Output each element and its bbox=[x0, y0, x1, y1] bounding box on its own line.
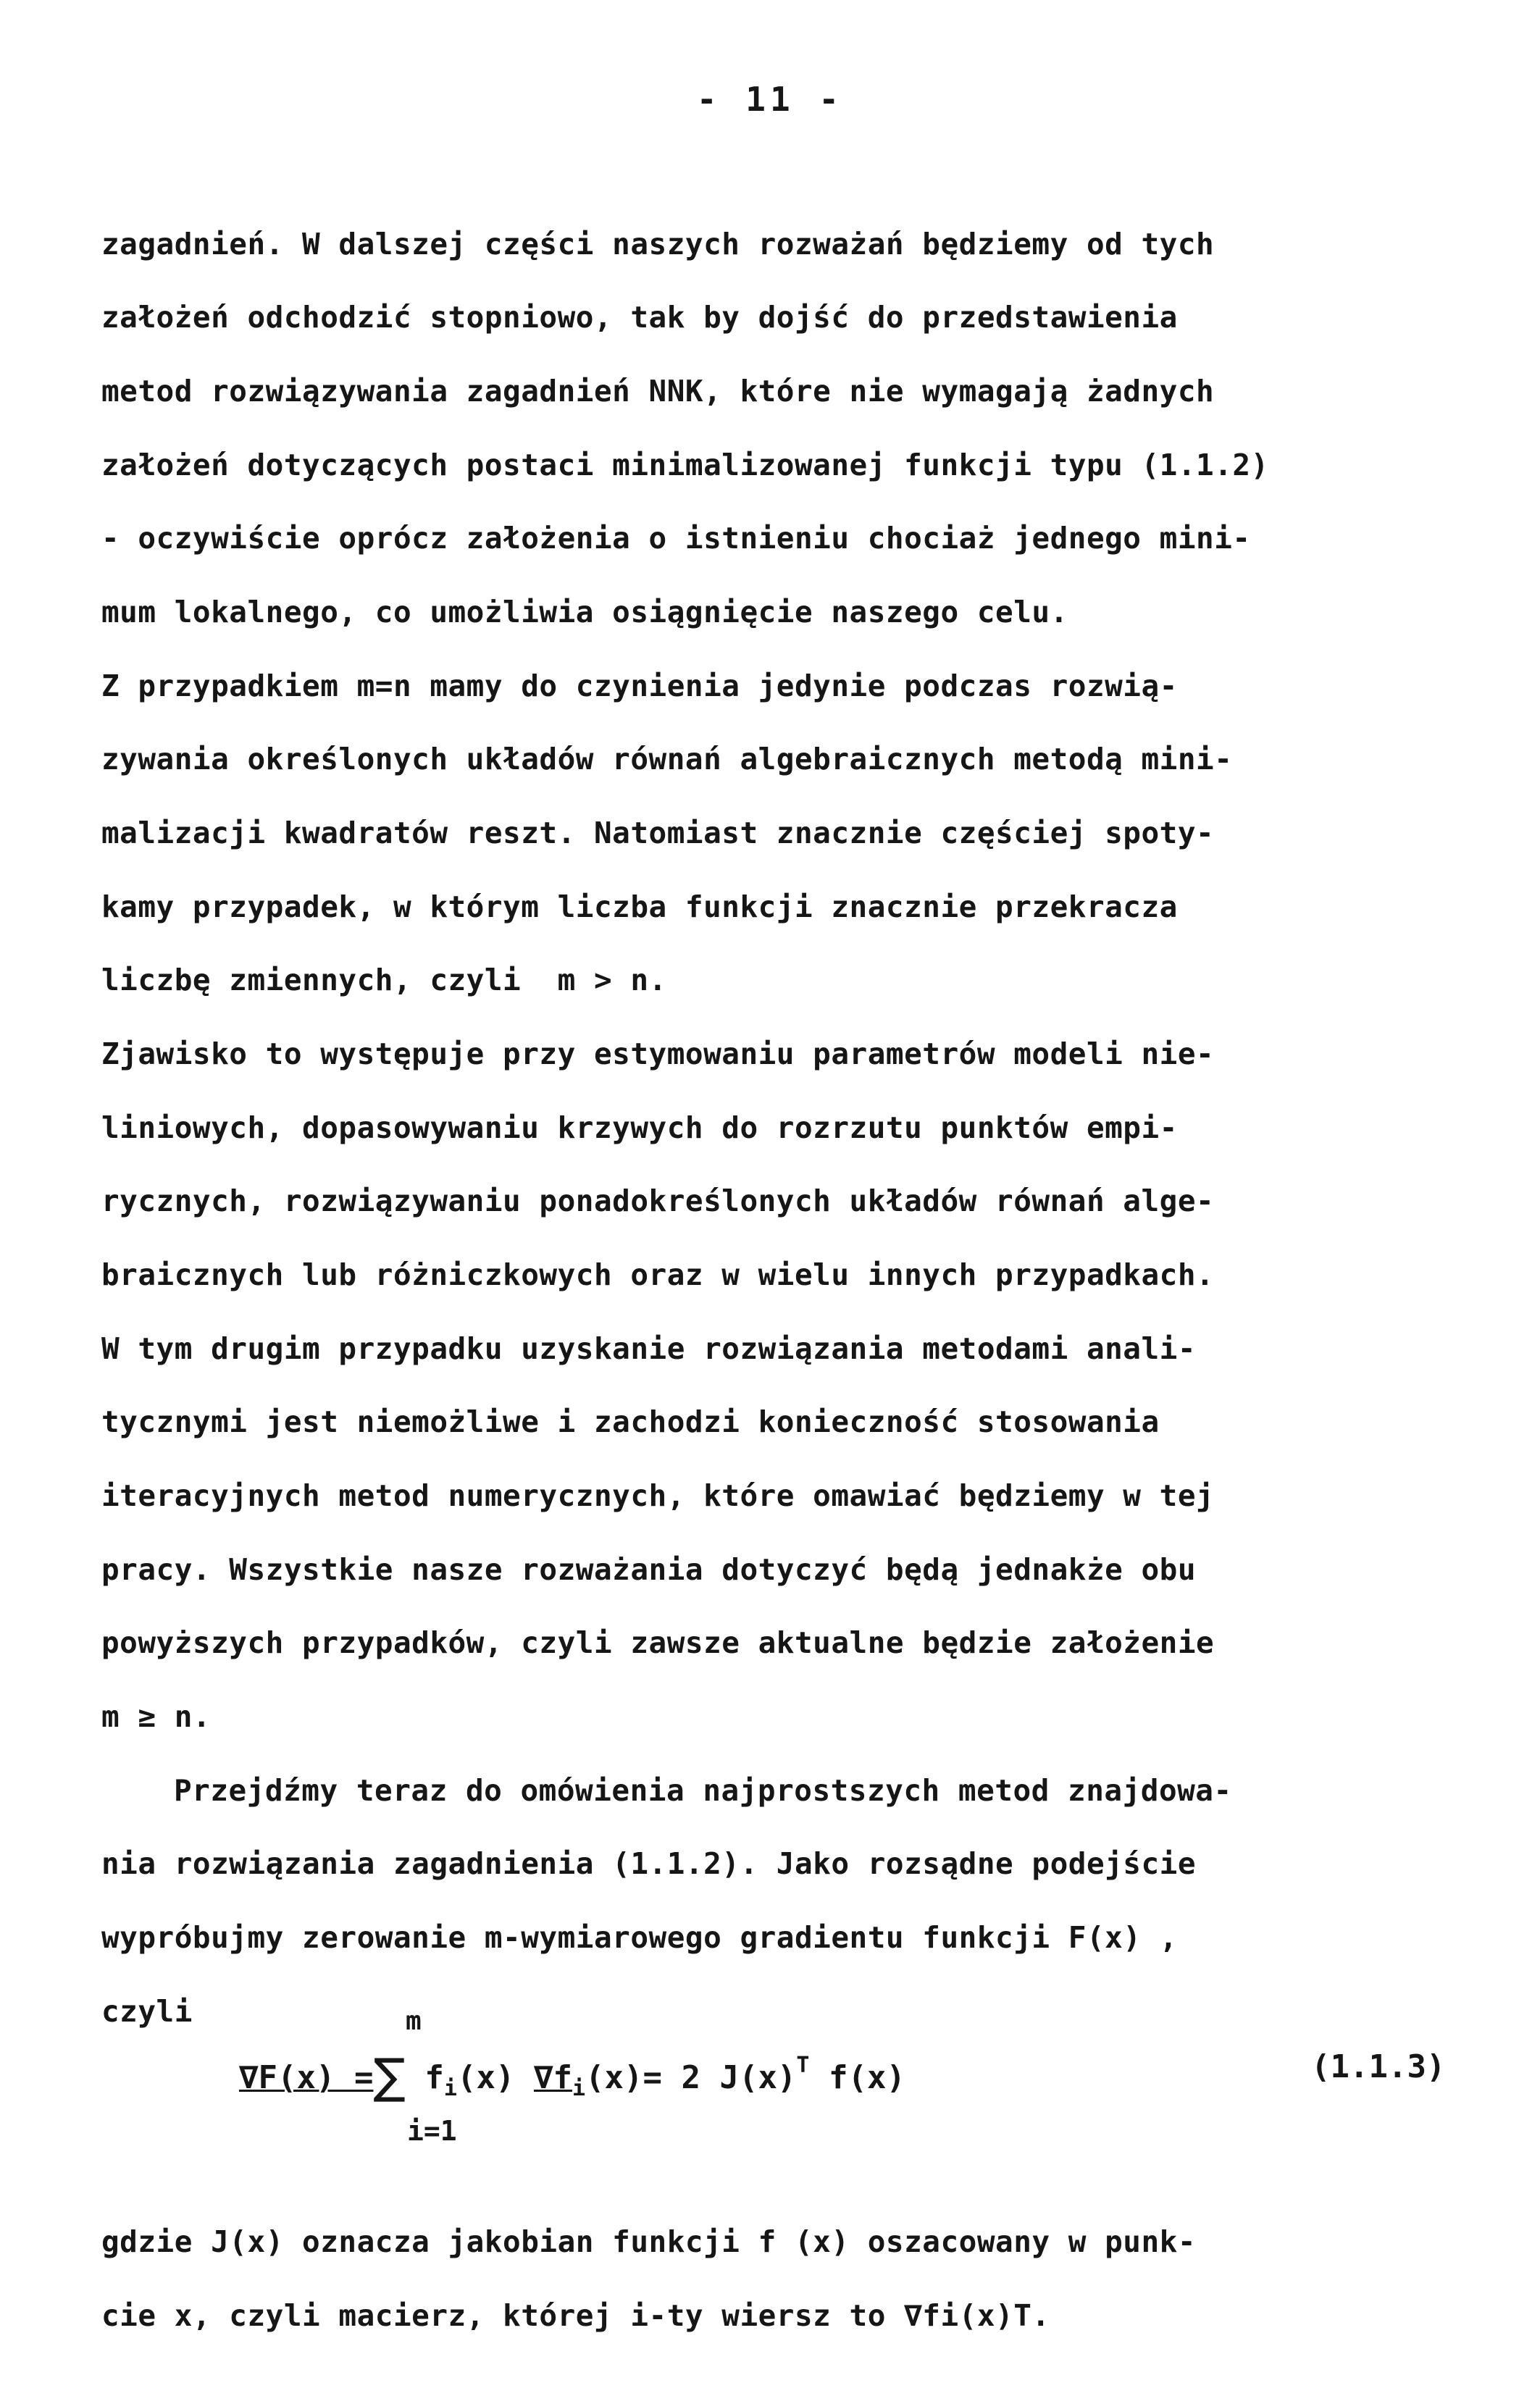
equation-number: (1.1.3) bbox=[1311, 2048, 1446, 2085]
text-line: czyli bbox=[101, 1994, 193, 2029]
gradient-index: i bbox=[572, 2076, 586, 2101]
text-line: Przejdźmy teraz do omówienia najprostszych metod znajdowa- bbox=[174, 1773, 1232, 1808]
equation-rhs-tail: f(x) bbox=[828, 2059, 905, 2096]
equation-1-1-3 bbox=[239, 2006, 1470, 2151]
sum-upper-limit: m bbox=[406, 2006, 422, 2036]
text-line: założeń dotyczących postaci minimalizowanej funkcji typu (1.1.2) bbox=[101, 448, 1269, 482]
transpose-mark: T bbox=[796, 2053, 810, 2078]
text-line: powyższych przypadków, czyli zawsze aktualne będzie założenie bbox=[101, 1625, 1215, 1660]
gradient-term: ∇f bbox=[533, 2059, 572, 2096]
text-line: nia rozwiązania zagadnienia (1.1.2). Jako rozsądne podejście bbox=[101, 1846, 1197, 1881]
sum-lower-limit: i=1 bbox=[407, 2115, 457, 2147]
gradient-arg: (x) bbox=[585, 2059, 643, 2096]
text-line: braicznych lub różniczkowych oraz w wielu innych przypadkach. bbox=[101, 1257, 1215, 1292]
page-number: - 11 - bbox=[696, 80, 844, 119]
text-line: malizacji kwadratów reszt. Natomiast znacznie częściej spoty- bbox=[101, 816, 1215, 850]
text-line: wypróbujmy zerowanie m-wymiarowego gradientu funkcji F(x) , bbox=[101, 1920, 1178, 1955]
text-line: gdzie J(x) oznacza jakobian funkcji f (x) oszacowany w punk- bbox=[101, 2224, 1197, 2259]
text-line: rycznych, rozwiązywaniu ponadokreślonych układów równań alge- bbox=[101, 1184, 1215, 1218]
text-line: liniowych, dopasowywaniu krzywych do rozrzutu punktów empi- bbox=[101, 1110, 1178, 1145]
text-line: pracy. Wszystkie nasze rozważania dotyczyć będą jednakże obu bbox=[101, 1552, 1197, 1587]
text-line: zagadnień. W dalszej części naszych rozważań będziemy od tych bbox=[101, 227, 1215, 261]
sigma-symbol: ∑ bbox=[373, 2048, 406, 2104]
text-line: zywania określonych układów równań algebraicznych metodą mini- bbox=[101, 742, 1233, 776]
term-f-arg: (x) bbox=[456, 2059, 515, 2096]
text-line: liczbę zmiennych, czyli m > n. bbox=[101, 963, 667, 997]
text-line: Zjawisko to występuje przy estymowaniu parametrów modeli nie- bbox=[101, 1036, 1215, 1071]
term-f: f bbox=[424, 2059, 444, 2096]
text-line: mum lokalnego, co umożliwia osiągnięcie naszego celu. bbox=[101, 595, 1068, 629]
term-f-index: i bbox=[443, 2076, 457, 2101]
text-line: tycznymi jest niemożliwe i zachodzi konieczność stosowania bbox=[101, 1404, 1160, 1439]
equation-rhs: = 2 J(x) bbox=[643, 2059, 797, 2096]
equation-lhs: ∇F(x) = bbox=[239, 2059, 374, 2096]
text-line: W tym drugim przypadku uzyskanie rozwiązania metodami anali- bbox=[101, 1331, 1197, 1366]
text-line: - oczywiście oprócz założenia o istnieniu chociaż jednego mini- bbox=[101, 521, 1251, 556]
text-line: założeń odchodzić stopniowo, tak by dojść do przedstawienia bbox=[101, 300, 1178, 335]
text-line: kamy przypadek, w którym liczba funkcji znacznie przekracza bbox=[101, 889, 1178, 924]
text-line: Z przypadkiem m=n mamy do czynienia jedynie podczas rozwią- bbox=[101, 669, 1178, 703]
equation-body bbox=[239, 2048, 905, 2104]
text-line: iteracyjnych metod numerycznych, które omawiać będziemy w tej bbox=[101, 1478, 1215, 1513]
text-line: m ≥ n. bbox=[101, 1699, 212, 1734]
text-line: metod rozwiązywania zagadnień NNK, które nie wymagają żadnych bbox=[101, 374, 1215, 409]
text-line: cie x, czyli macierz, której i-ty wiersz to ∇fi(x)T. bbox=[101, 2298, 1050, 2333]
